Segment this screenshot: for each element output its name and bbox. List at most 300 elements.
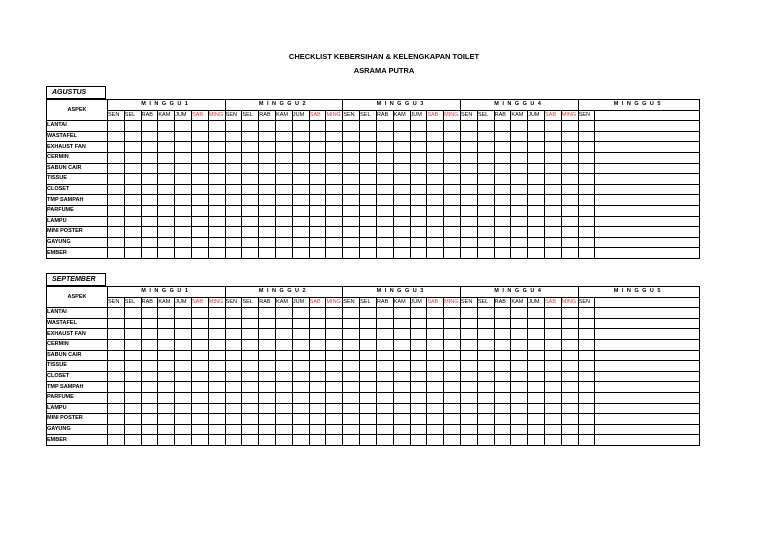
- check-cell[interactable]: [561, 152, 578, 163]
- check-cell[interactable]: [141, 392, 158, 403]
- check-cell[interactable]: [276, 403, 293, 414]
- check-cell[interactable]: [175, 205, 192, 216]
- check-cell[interactable]: [528, 237, 545, 248]
- check-cell[interactable]: [124, 339, 141, 350]
- check-cell[interactable]: [477, 237, 494, 248]
- check-cell[interactable]: [259, 308, 276, 319]
- check-cell[interactable]: [410, 424, 427, 435]
- check-cell[interactable]: [276, 424, 293, 435]
- check-cell[interactable]: [242, 237, 259, 248]
- check-cell[interactable]: [461, 131, 478, 142]
- check-cell[interactable]: [360, 152, 377, 163]
- check-cell[interactable]: [158, 308, 175, 319]
- check-cell[interactable]: [545, 424, 562, 435]
- check-cell[interactable]: [175, 329, 192, 340]
- check-cell[interactable]: [477, 350, 494, 361]
- check-cell[interactable]: [444, 163, 461, 174]
- check-cell[interactable]: [360, 361, 377, 372]
- check-cell[interactable]: [578, 339, 595, 350]
- check-cell[interactable]: [461, 382, 478, 393]
- check-cell[interactable]: [108, 350, 125, 361]
- check-cell[interactable]: [175, 371, 192, 382]
- check-cell[interactable]: [477, 205, 494, 216]
- check-cell[interactable]: [259, 371, 276, 382]
- check-cell[interactable]: [360, 174, 377, 185]
- check-cell[interactable]: [326, 163, 343, 174]
- check-cell[interactable]: [494, 216, 511, 227]
- check-cell[interactable]: [141, 216, 158, 227]
- check-cell[interactable]: [141, 308, 158, 319]
- check-cell[interactable]: [376, 308, 393, 319]
- check-cell[interactable]: [360, 371, 377, 382]
- check-cell[interactable]: [276, 414, 293, 425]
- check-cell[interactable]: [225, 435, 242, 446]
- check-cell[interactable]: [292, 318, 309, 329]
- check-cell[interactable]: [578, 142, 595, 153]
- check-cell[interactable]: [208, 308, 225, 319]
- check-cell[interactable]: [276, 174, 293, 185]
- check-cell[interactable]: [225, 205, 242, 216]
- check-cell[interactable]: [561, 163, 578, 174]
- check-cell[interactable]: [158, 248, 175, 259]
- check-cell[interactable]: [494, 142, 511, 153]
- check-cell[interactable]: [360, 382, 377, 393]
- check-cell[interactable]: [292, 329, 309, 340]
- check-cell[interactable]: [528, 174, 545, 185]
- check-cell[interactable]: [108, 329, 125, 340]
- check-cell[interactable]: [276, 371, 293, 382]
- check-cell[interactable]: [528, 308, 545, 319]
- check-cell[interactable]: [376, 435, 393, 446]
- check-cell[interactable]: [343, 382, 360, 393]
- check-cell-empty[interactable]: [595, 216, 700, 227]
- check-cell[interactable]: [141, 152, 158, 163]
- check-cell[interactable]: [511, 424, 528, 435]
- check-cell[interactable]: [461, 414, 478, 425]
- check-cell[interactable]: [343, 414, 360, 425]
- check-cell[interactable]: [124, 216, 141, 227]
- check-cell[interactable]: [444, 227, 461, 238]
- check-cell[interactable]: [175, 435, 192, 446]
- check-cell[interactable]: [376, 339, 393, 350]
- check-cell[interactable]: [444, 392, 461, 403]
- check-cell[interactable]: [376, 392, 393, 403]
- check-cell[interactable]: [528, 152, 545, 163]
- check-cell[interactable]: [545, 339, 562, 350]
- check-cell[interactable]: [309, 361, 326, 372]
- check-cell[interactable]: [561, 174, 578, 185]
- check-cell[interactable]: [326, 121, 343, 132]
- check-cell[interactable]: [158, 414, 175, 425]
- check-cell[interactable]: [376, 237, 393, 248]
- check-cell[interactable]: [225, 131, 242, 142]
- check-cell[interactable]: [309, 205, 326, 216]
- check-cell[interactable]: [242, 121, 259, 132]
- check-cell[interactable]: [158, 361, 175, 372]
- check-cell[interactable]: [410, 216, 427, 227]
- check-cell[interactable]: [410, 152, 427, 163]
- check-cell[interactable]: [124, 371, 141, 382]
- check-cell[interactable]: [292, 174, 309, 185]
- check-cell[interactable]: [124, 205, 141, 216]
- check-cell[interactable]: [208, 382, 225, 393]
- check-cell[interactable]: [343, 152, 360, 163]
- check-cell[interactable]: [108, 318, 125, 329]
- check-cell[interactable]: [393, 308, 410, 319]
- check-cell[interactable]: [242, 392, 259, 403]
- check-cell[interactable]: [292, 121, 309, 132]
- check-cell[interactable]: [444, 174, 461, 185]
- check-cell[interactable]: [108, 142, 125, 153]
- check-cell[interactable]: [259, 318, 276, 329]
- check-cell-empty[interactable]: [595, 392, 700, 403]
- check-cell[interactable]: [545, 248, 562, 259]
- check-cell[interactable]: [461, 392, 478, 403]
- check-cell[interactable]: [477, 371, 494, 382]
- check-cell[interactable]: [343, 142, 360, 153]
- check-cell[interactable]: [191, 403, 208, 414]
- check-cell[interactable]: [393, 424, 410, 435]
- check-cell[interactable]: [309, 329, 326, 340]
- check-cell[interactable]: [427, 205, 444, 216]
- check-cell[interactable]: [292, 216, 309, 227]
- check-cell[interactable]: [343, 131, 360, 142]
- check-cell[interactable]: [360, 318, 377, 329]
- check-cell[interactable]: [276, 382, 293, 393]
- check-cell[interactable]: [158, 174, 175, 185]
- check-cell[interactable]: [326, 227, 343, 238]
- check-cell[interactable]: [578, 131, 595, 142]
- check-cell[interactable]: [141, 339, 158, 350]
- check-cell[interactable]: [545, 131, 562, 142]
- check-cell[interactable]: [242, 174, 259, 185]
- check-cell[interactable]: [259, 414, 276, 425]
- check-cell[interactable]: [108, 403, 125, 414]
- check-cell[interactable]: [292, 361, 309, 372]
- check-cell[interactable]: [578, 184, 595, 195]
- check-cell[interactable]: [511, 237, 528, 248]
- check-cell[interactable]: [376, 424, 393, 435]
- check-cell[interactable]: [326, 216, 343, 227]
- check-cell[interactable]: [191, 142, 208, 153]
- check-cell[interactable]: [393, 414, 410, 425]
- check-cell[interactable]: [343, 216, 360, 227]
- check-cell[interactable]: [461, 350, 478, 361]
- check-cell[interactable]: [545, 121, 562, 132]
- check-cell[interactable]: [561, 414, 578, 425]
- check-cell[interactable]: [578, 435, 595, 446]
- check-cell[interactable]: [175, 318, 192, 329]
- check-cell[interactable]: [511, 163, 528, 174]
- check-cell[interactable]: [175, 142, 192, 153]
- check-cell[interactable]: [360, 163, 377, 174]
- check-cell[interactable]: [208, 318, 225, 329]
- check-cell[interactable]: [393, 195, 410, 206]
- check-cell[interactable]: [158, 339, 175, 350]
- check-cell[interactable]: [326, 361, 343, 372]
- check-cell[interactable]: [444, 308, 461, 319]
- check-cell[interactable]: [511, 361, 528, 372]
- check-cell[interactable]: [511, 382, 528, 393]
- check-cell[interactable]: [410, 403, 427, 414]
- check-cell[interactable]: [208, 216, 225, 227]
- check-cell-empty[interactable]: [595, 424, 700, 435]
- check-cell[interactable]: [326, 414, 343, 425]
- check-cell[interactable]: [259, 163, 276, 174]
- check-cell[interactable]: [309, 174, 326, 185]
- check-cell[interactable]: [276, 131, 293, 142]
- check-cell[interactable]: [141, 361, 158, 372]
- check-cell[interactable]: [494, 248, 511, 259]
- check-cell[interactable]: [410, 329, 427, 340]
- check-cell[interactable]: [276, 392, 293, 403]
- check-cell[interactable]: [141, 403, 158, 414]
- check-cell[interactable]: [326, 392, 343, 403]
- check-cell[interactable]: [108, 184, 125, 195]
- check-cell[interactable]: [208, 435, 225, 446]
- check-cell[interactable]: [545, 174, 562, 185]
- check-cell[interactable]: [528, 371, 545, 382]
- check-cell[interactable]: [141, 205, 158, 216]
- check-cell[interactable]: [225, 308, 242, 319]
- check-cell-empty[interactable]: [595, 382, 700, 393]
- check-cell[interactable]: [427, 131, 444, 142]
- check-cell[interactable]: [461, 339, 478, 350]
- check-cell[interactable]: [511, 403, 528, 414]
- check-cell[interactable]: [292, 142, 309, 153]
- check-cell[interactable]: [578, 308, 595, 319]
- check-cell[interactable]: [410, 318, 427, 329]
- check-cell[interactable]: [175, 237, 192, 248]
- check-cell[interactable]: [561, 403, 578, 414]
- check-cell[interactable]: [511, 318, 528, 329]
- check-cell[interactable]: [393, 382, 410, 393]
- check-cell[interactable]: [561, 371, 578, 382]
- check-cell[interactable]: [108, 121, 125, 132]
- check-cell[interactable]: [461, 142, 478, 153]
- check-cell[interactable]: [208, 152, 225, 163]
- check-cell[interactable]: [141, 424, 158, 435]
- check-cell[interactable]: [225, 248, 242, 259]
- check-cell[interactable]: [494, 131, 511, 142]
- check-cell[interactable]: [242, 361, 259, 372]
- check-cell[interactable]: [410, 184, 427, 195]
- check-cell[interactable]: [276, 237, 293, 248]
- check-cell[interactable]: [477, 152, 494, 163]
- check-cell[interactable]: [259, 195, 276, 206]
- check-cell[interactable]: [326, 371, 343, 382]
- check-cell[interactable]: [242, 205, 259, 216]
- check-cell[interactable]: [477, 392, 494, 403]
- check-cell[interactable]: [208, 371, 225, 382]
- check-cell[interactable]: [343, 184, 360, 195]
- check-cell[interactable]: [461, 403, 478, 414]
- check-cell[interactable]: [124, 308, 141, 319]
- check-cell[interactable]: [175, 392, 192, 403]
- check-cell[interactable]: [225, 227, 242, 238]
- check-cell[interactable]: [461, 227, 478, 238]
- check-cell[interactable]: [561, 350, 578, 361]
- check-cell[interactable]: [427, 414, 444, 425]
- check-cell[interactable]: [276, 152, 293, 163]
- check-cell[interactable]: [545, 382, 562, 393]
- check-cell[interactable]: [242, 371, 259, 382]
- check-cell[interactable]: [528, 382, 545, 393]
- check-cell[interactable]: [360, 414, 377, 425]
- check-cell[interactable]: [259, 237, 276, 248]
- check-cell[interactable]: [477, 184, 494, 195]
- check-cell[interactable]: [292, 227, 309, 238]
- check-cell[interactable]: [292, 152, 309, 163]
- check-cell[interactable]: [242, 435, 259, 446]
- check-cell[interactable]: [309, 131, 326, 142]
- check-cell[interactable]: [141, 195, 158, 206]
- check-cell[interactable]: [225, 424, 242, 435]
- check-cell[interactable]: [242, 163, 259, 174]
- check-cell[interactable]: [225, 339, 242, 350]
- check-cell[interactable]: [427, 382, 444, 393]
- check-cell[interactable]: [494, 184, 511, 195]
- check-cell[interactable]: [276, 227, 293, 238]
- check-cell[interactable]: [141, 131, 158, 142]
- check-cell[interactable]: [208, 329, 225, 340]
- check-cell-empty[interactable]: [595, 195, 700, 206]
- check-cell[interactable]: [343, 361, 360, 372]
- check-cell[interactable]: [578, 195, 595, 206]
- check-cell[interactable]: [292, 371, 309, 382]
- check-cell[interactable]: [427, 248, 444, 259]
- check-cell[interactable]: [528, 414, 545, 425]
- check-cell[interactable]: [158, 121, 175, 132]
- check-cell[interactable]: [175, 184, 192, 195]
- check-cell[interactable]: [124, 318, 141, 329]
- check-cell[interactable]: [208, 131, 225, 142]
- check-cell[interactable]: [444, 237, 461, 248]
- check-cell[interactable]: [376, 414, 393, 425]
- check-cell[interactable]: [276, 205, 293, 216]
- check-cell[interactable]: [242, 308, 259, 319]
- check-cell[interactable]: [208, 392, 225, 403]
- check-cell[interactable]: [124, 152, 141, 163]
- check-cell[interactable]: [376, 174, 393, 185]
- check-cell[interactable]: [360, 142, 377, 153]
- check-cell[interactable]: [309, 308, 326, 319]
- check-cell[interactable]: [141, 329, 158, 340]
- check-cell[interactable]: [393, 371, 410, 382]
- check-cell[interactable]: [461, 152, 478, 163]
- check-cell[interactable]: [292, 205, 309, 216]
- check-cell[interactable]: [410, 392, 427, 403]
- check-cell[interactable]: [545, 142, 562, 153]
- check-cell[interactable]: [343, 237, 360, 248]
- check-cell[interactable]: [393, 237, 410, 248]
- check-cell[interactable]: [191, 318, 208, 329]
- check-cell[interactable]: [259, 248, 276, 259]
- check-cell[interactable]: [242, 382, 259, 393]
- check-cell[interactable]: [528, 184, 545, 195]
- check-cell[interactable]: [191, 435, 208, 446]
- check-cell[interactable]: [343, 435, 360, 446]
- check-cell[interactable]: [477, 121, 494, 132]
- check-cell[interactable]: [158, 131, 175, 142]
- check-cell[interactable]: [309, 248, 326, 259]
- check-cell[interactable]: [494, 361, 511, 372]
- check-cell[interactable]: [343, 329, 360, 340]
- check-cell[interactable]: [225, 403, 242, 414]
- check-cell[interactable]: [511, 142, 528, 153]
- check-cell[interactable]: [578, 318, 595, 329]
- check-cell[interactable]: [108, 382, 125, 393]
- check-cell-empty[interactable]: [595, 318, 700, 329]
- check-cell[interactable]: [561, 392, 578, 403]
- check-cell[interactable]: [427, 424, 444, 435]
- check-cell[interactable]: [376, 318, 393, 329]
- check-cell[interactable]: [511, 392, 528, 403]
- check-cell-empty[interactable]: [595, 205, 700, 216]
- check-cell[interactable]: [545, 195, 562, 206]
- check-cell[interactable]: [191, 371, 208, 382]
- check-cell[interactable]: [158, 382, 175, 393]
- check-cell[interactable]: [393, 361, 410, 372]
- check-cell[interactable]: [444, 414, 461, 425]
- check-cell[interactable]: [444, 248, 461, 259]
- check-cell-empty[interactable]: [595, 361, 700, 372]
- check-cell[interactable]: [124, 195, 141, 206]
- check-cell[interactable]: [461, 318, 478, 329]
- check-cell[interactable]: [444, 371, 461, 382]
- check-cell[interactable]: [326, 435, 343, 446]
- check-cell[interactable]: [494, 339, 511, 350]
- check-cell[interactable]: [309, 163, 326, 174]
- check-cell[interactable]: [225, 371, 242, 382]
- check-cell[interactable]: [191, 121, 208, 132]
- check-cell[interactable]: [309, 184, 326, 195]
- check-cell[interactable]: [259, 424, 276, 435]
- check-cell[interactable]: [477, 414, 494, 425]
- check-cell[interactable]: [326, 339, 343, 350]
- check-cell[interactable]: [225, 152, 242, 163]
- check-cell[interactable]: [545, 308, 562, 319]
- check-cell[interactable]: [208, 424, 225, 435]
- check-cell[interactable]: [561, 435, 578, 446]
- check-cell[interactable]: [528, 424, 545, 435]
- check-cell[interactable]: [175, 227, 192, 238]
- check-cell[interactable]: [494, 403, 511, 414]
- check-cell[interactable]: [242, 424, 259, 435]
- check-cell[interactable]: [141, 163, 158, 174]
- check-cell[interactable]: [360, 435, 377, 446]
- check-cell[interactable]: [158, 163, 175, 174]
- check-cell[interactable]: [326, 195, 343, 206]
- check-cell[interactable]: [561, 308, 578, 319]
- check-cell[interactable]: [276, 121, 293, 132]
- check-cell[interactable]: [494, 350, 511, 361]
- check-cell[interactable]: [461, 371, 478, 382]
- check-cell[interactable]: [376, 403, 393, 414]
- check-cell[interactable]: [326, 248, 343, 259]
- check-cell[interactable]: [208, 339, 225, 350]
- check-cell[interactable]: [494, 195, 511, 206]
- check-cell[interactable]: [494, 329, 511, 340]
- check-cell[interactable]: [108, 361, 125, 372]
- check-cell[interactable]: [292, 424, 309, 435]
- check-cell[interactable]: [511, 184, 528, 195]
- check-cell[interactable]: [578, 329, 595, 340]
- check-cell[interactable]: [276, 308, 293, 319]
- check-cell[interactable]: [309, 227, 326, 238]
- check-cell[interactable]: [461, 435, 478, 446]
- check-cell[interactable]: [191, 195, 208, 206]
